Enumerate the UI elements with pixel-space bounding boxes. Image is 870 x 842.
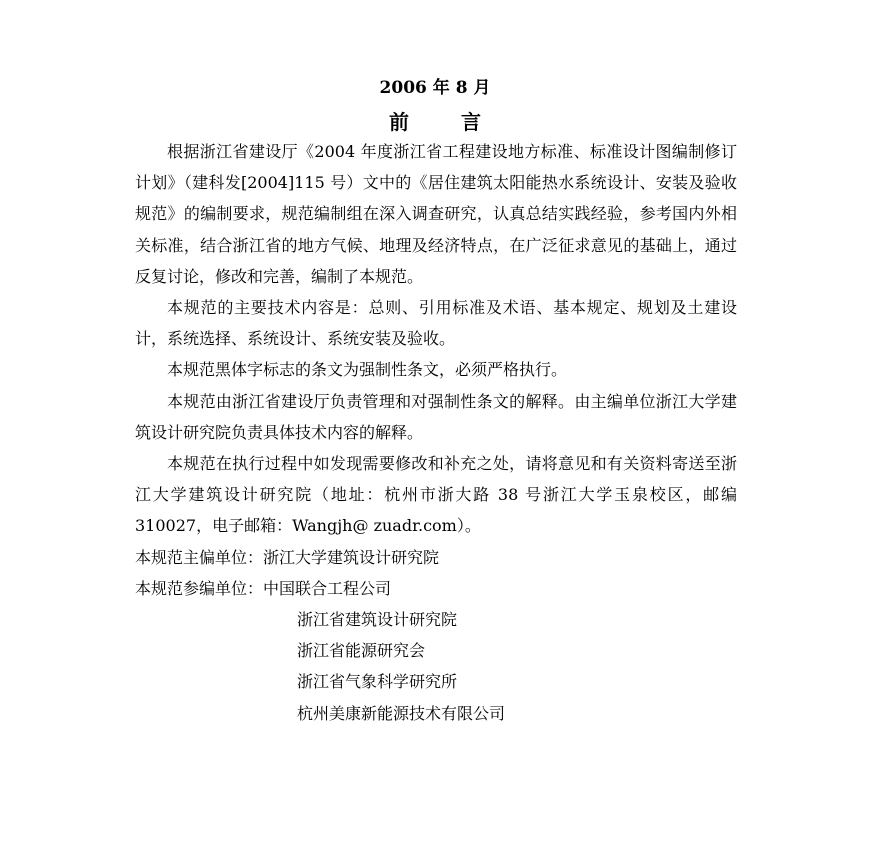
participating-units-line: 本规范参编单位：中国联合工程公司	[135, 578, 392, 598]
participating-units-list	[135, 604, 737, 729]
participating-unit: 浙江省气象科学研究所	[297, 672, 458, 692]
chief-editor-unit: 本规范主偏单位：浙江大学建筑设计研究院	[135, 547, 440, 567]
paragraph-feedback: 本规范在执行过程中如发现需要修改和补充之处，请将意见和有关资料寄送至浙江大学建筑设计研究院（地址：杭州市浙大路 38 号浙江大学玉泉校区，邮编 310027，电子邮箱：Wangjh@ zuadr.com）。	[135, 454, 737, 536]
participating-unit: 杭州美康新能源技术有限公司	[297, 703, 506, 723]
document-date: 2006 年 8 月	[379, 78, 491, 98]
section-heading: 前言	[389, 110, 533, 134]
document-body	[135, 136, 737, 729]
paragraph-basis: 根据浙江省建设厅《2004 年度浙江省工程建设地方标准、标准设计图编制修订计划》（建科发[2004]115 号）文中的《居住建筑太阳能热水系统设计、安装及验收规范》的编制要求，规范编制组在深入调查研究，认真总结实践经验，参考国内外相关标准，结合浙江省的地方气候、地理及经济特点，在广泛征求意见的基础上，通过反复讨论，修改和完善，编制了本规范。	[135, 142, 737, 286]
paragraph-interpretation: 本规范由浙江省建设厅负责管理和对强制性条文的解释。由主编单位浙江大学建筑设计研究院负责具体技术内容的解释。	[135, 391, 737, 442]
paragraph-mandatory-clauses: 本规范黑体字标志的条文为强制性条文，必须严格执行。	[167, 360, 568, 380]
paragraph-technical-content: 本规范的主要技术内容是：总则、引用标准及术语、基本规定、规划及土建设计，系统选择、系统设计、系统安装及验收。	[135, 298, 737, 349]
participating-unit: 浙江省建筑设计研究院	[297, 610, 458, 630]
participating-unit: 浙江省能源研究会	[297, 641, 426, 661]
